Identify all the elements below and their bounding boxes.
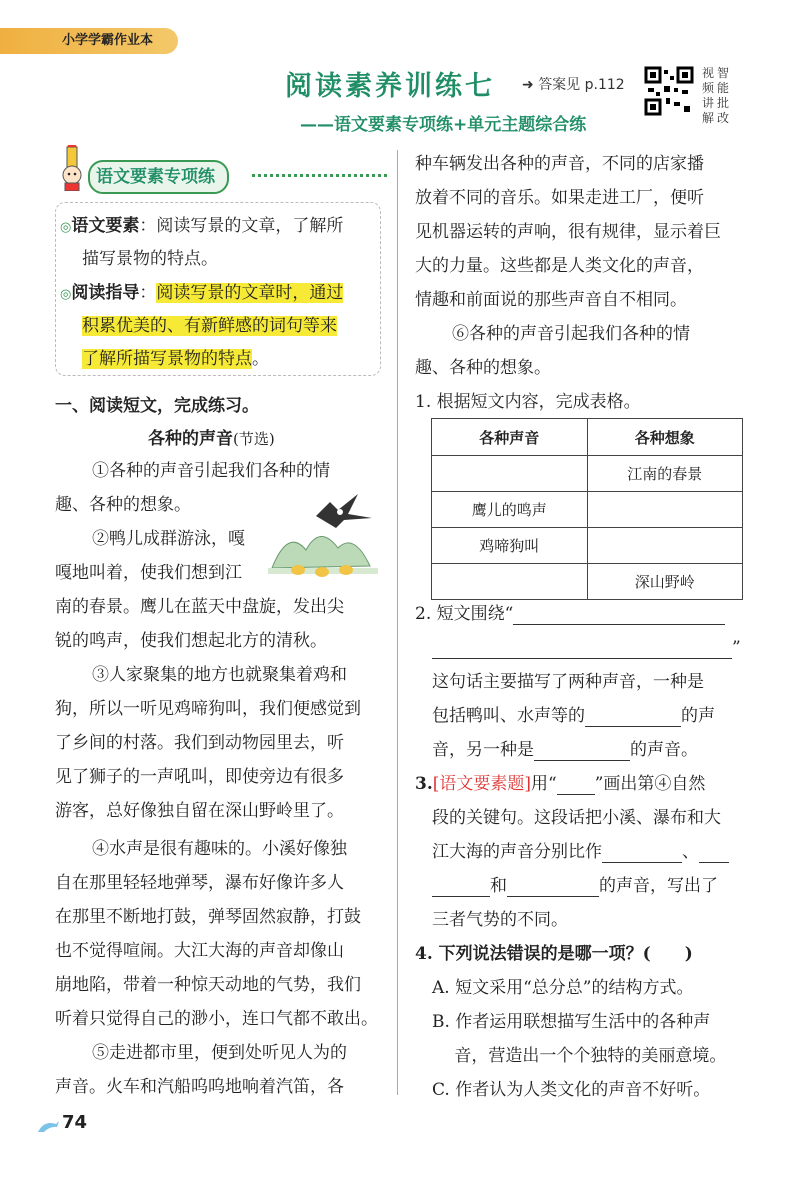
qr-code-icon[interactable] bbox=[644, 66, 694, 116]
column-divider bbox=[397, 150, 398, 1095]
table-cell: 深山野岭 bbox=[587, 564, 743, 600]
section-divider bbox=[252, 174, 387, 177]
passage-line: 游客，总好像独自留在深山野岭里了。 bbox=[55, 801, 344, 821]
exercise-heading: 一、阅读短文，完成练习。 bbox=[55, 396, 259, 416]
answer-blank[interactable] bbox=[513, 606, 725, 625]
table-cell-input[interactable] bbox=[587, 492, 743, 528]
passage-line: ②鸭儿成群游泳，嘎 bbox=[92, 529, 245, 549]
page-number: 74 bbox=[62, 1112, 88, 1133]
passage-line: 趣、各种的想象。 bbox=[55, 495, 191, 515]
section-banner: 语文要素专项练 bbox=[88, 160, 229, 194]
passage-line: 狗，所以一听见鸡啼狗叫，我们便感觉到 bbox=[55, 699, 361, 719]
question-tag: [语文要素题] bbox=[432, 774, 532, 794]
passage-line: 自在那里轻轻地弹琴，瀑布好像许多人 bbox=[55, 873, 344, 893]
guide-line-2: 积累优美的、有新鲜感的词句等来 bbox=[82, 316, 337, 336]
answer-blank[interactable] bbox=[585, 708, 681, 727]
passage-line: 南的春景。鹰儿在蓝天中盘旋，发出尖 bbox=[55, 597, 344, 617]
passage-line: ①各种的声音引起我们各种的情 bbox=[92, 461, 330, 481]
passage-line: ④水声是很有趣味的。小溪好像独 bbox=[92, 839, 347, 859]
answer-blank[interactable] bbox=[557, 776, 595, 795]
passage-line: 嘎地叫着，使我们想到江 bbox=[55, 563, 242, 583]
table-cell: 江南的春景 bbox=[587, 456, 743, 492]
table-header: 各种想象 bbox=[587, 419, 743, 456]
question-2: 2. 短文围绕“ bbox=[415, 603, 725, 625]
guide-line-1: ◎阅读指导：阅读写景的文章时，通过 bbox=[60, 283, 344, 303]
option-c[interactable]: C. 作者认为人类文化的声音不好听。 bbox=[432, 1080, 711, 1100]
answer-blank[interactable] bbox=[602, 844, 682, 863]
passage-line: 在那里不断地打鼓，弹琴固然寂静，打鼓 bbox=[55, 907, 361, 927]
answer-blank[interactable] bbox=[534, 742, 630, 761]
table-row bbox=[432, 564, 743, 600]
series-tag: 小学学霸作业本 bbox=[0, 28, 178, 54]
passage-line: 情趣和前面说的那些声音自不相同。 bbox=[415, 290, 687, 310]
question-3-line: 和 的声音，写出了 bbox=[432, 875, 718, 897]
arrow-right-icon: ➜ bbox=[522, 77, 534, 93]
question-2-line: 包括鸭叫、水声等的 的声 bbox=[432, 706, 715, 726]
page-title: 阅读素养训练七 bbox=[285, 71, 495, 102]
option-a[interactable]: A. 短文采用“总分总”的结构方式。 bbox=[432, 978, 694, 998]
question-3-line: 江大海的声音分别比作 、 bbox=[432, 841, 729, 863]
answer-blank[interactable] bbox=[699, 844, 729, 863]
question-4: 4. 下列说法错误的是哪一项？( ) bbox=[415, 944, 693, 964]
passage-line: 也不觉得喧闹。大江大海的声音却像山 bbox=[55, 941, 344, 961]
table-row bbox=[432, 456, 743, 492]
passage-line: 声音。火车和汽船呜呜地响着汽笛，各 bbox=[55, 1077, 344, 1097]
answer-table bbox=[431, 418, 743, 600]
eagle-ducks-illustration bbox=[268, 488, 386, 588]
passage-line: 放着不同的音乐。如果走进工厂，便听 bbox=[415, 188, 704, 208]
passage-line: 种车辆发出各种的声音，不同的店家播 bbox=[415, 154, 704, 174]
bullet-icon: ◎ bbox=[60, 287, 72, 302]
answer-reference: ➜ 答案见 p.112 bbox=[522, 77, 625, 93]
guide-line-3: 了解所描写景物的特点。 bbox=[82, 349, 269, 369]
passage-line: 听着只觉得自己的渺小，连口气都不敢出。 bbox=[55, 1009, 378, 1029]
table-row bbox=[432, 492, 743, 528]
question-3: 3.[语文要素题]用“ ”画出第④自然 bbox=[415, 774, 706, 794]
question-2-line: ” bbox=[432, 637, 741, 659]
question-3-line: 三者气势的不同。 bbox=[432, 910, 568, 930]
pencil-mascot-icon bbox=[55, 145, 89, 191]
answer-blank[interactable] bbox=[432, 878, 490, 897]
passage-line: 见了狮子的一声吼叫，即使旁边有很多 bbox=[55, 767, 344, 787]
table-cell-input[interactable] bbox=[432, 564, 588, 600]
option-b-cont: 音，营造出一个个独特的美丽意境。 bbox=[432, 1046, 727, 1066]
passage-title: 各种的声音(节选) bbox=[148, 429, 275, 449]
table-cell: 鹰儿的鸣声 bbox=[432, 492, 588, 528]
qr-label-left: 视频讲解 bbox=[702, 66, 715, 125]
dolphin-icon bbox=[36, 1118, 60, 1136]
passage-line: ⑥各种的声音引起我们各种的情 bbox=[452, 324, 690, 344]
table-row bbox=[432, 528, 743, 564]
passage-line: 见机器运转的声响，很有规律，显示着巨 bbox=[415, 222, 721, 242]
table-header: 各种声音 bbox=[432, 419, 588, 456]
option-b[interactable]: B. 作者运用联想描写生活中的各种声 bbox=[432, 1012, 711, 1032]
question-1: 1. 根据短文内容，完成表格。 bbox=[415, 392, 641, 412]
element-line-1: ◎语文要素：阅读写景的文章，了解所 bbox=[60, 216, 344, 236]
answer-blank[interactable] bbox=[432, 640, 732, 659]
table-cell-input[interactable] bbox=[432, 456, 588, 492]
answer-blank[interactable] bbox=[507, 878, 599, 897]
table-cell-input[interactable] bbox=[587, 528, 743, 564]
question-2-line: 音，另一种是 的声音。 bbox=[432, 740, 698, 760]
passage-line: ③人家聚集的地方也就聚集着鸡和 bbox=[92, 665, 347, 685]
question-3-line: 段的关键句。这段话把小溪、瀑布和大 bbox=[432, 808, 721, 828]
question-2-line: 这句话主要描写了两种声音，一种是 bbox=[432, 672, 704, 692]
bullet-icon: ◎ bbox=[60, 220, 72, 235]
passage-line: 锐的鸣声，使我们想起北方的清秋。 bbox=[55, 631, 327, 651]
passage-line: 趣、各种的想象。 bbox=[415, 358, 551, 378]
qr-label-right: 智能批改 bbox=[717, 66, 730, 125]
page-subtitle: ——语文要素专项练+单元主题综合练 bbox=[300, 115, 587, 135]
element-line-2: 描写景物的特点。 bbox=[82, 249, 218, 269]
passage-line: 大的力量。这些都是人类文化的声音， bbox=[415, 256, 704, 276]
table-cell: 鸡啼狗叫 bbox=[432, 528, 588, 564]
passage-line: 了乡间的村落。我们到动物园里去，听 bbox=[55, 733, 344, 753]
passage-line: ⑤走进都市里，便到处听见人为的 bbox=[92, 1043, 347, 1063]
passage-line: 崩地陷，带着一种惊天动地的气势，我们 bbox=[55, 975, 361, 995]
